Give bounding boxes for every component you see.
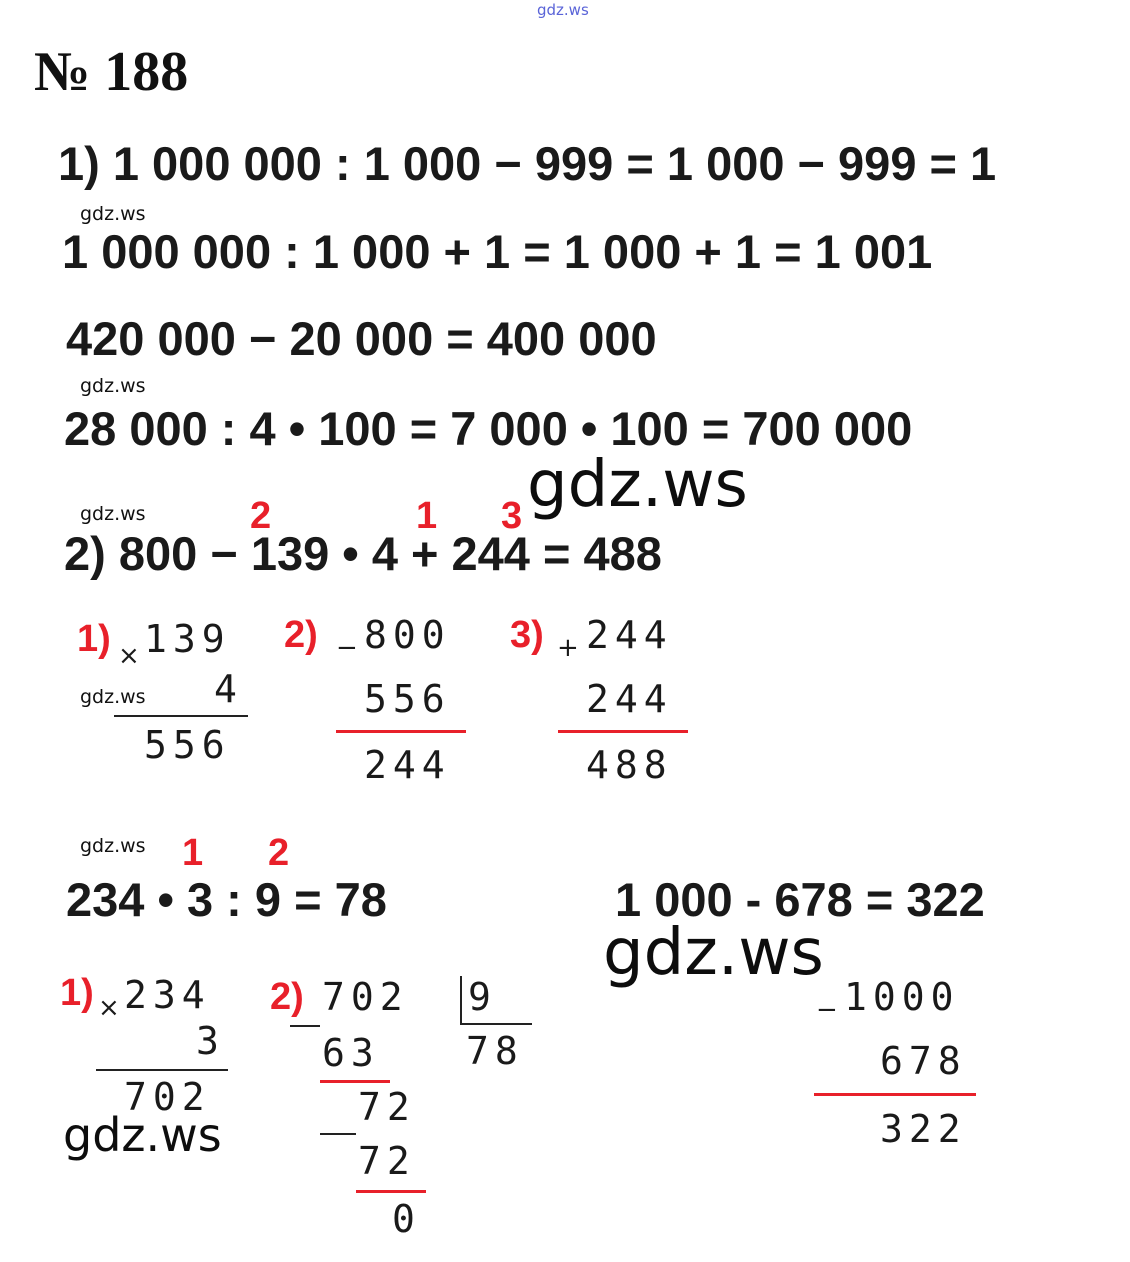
equation-part-3: 234 • 3 : 9 = 78 xyxy=(66,873,387,926)
column-bottom-number: 244 xyxy=(586,677,673,721)
multiply-sign: × xyxy=(118,641,140,671)
minus-sign: − xyxy=(336,633,358,663)
step-label: 1) xyxy=(60,972,94,1014)
watermark-medium: gdz.ws xyxy=(63,1108,222,1162)
division-line xyxy=(356,1190,426,1193)
column-result: 556 xyxy=(144,723,231,767)
order-mark: 2 xyxy=(250,495,272,537)
order-mark: 1 xyxy=(182,832,204,874)
column-line xyxy=(114,715,248,717)
column-bottom-number: 3 xyxy=(196,1019,225,1063)
equation-line-2: 1 000 000 : 1 000 + 1 = 1 000 + 1 = 1 001 xyxy=(62,225,933,278)
column-result: 488 xyxy=(586,743,673,787)
column-line xyxy=(336,730,466,733)
division-line xyxy=(320,1080,390,1083)
minus-sign xyxy=(320,1133,356,1135)
division-bracket xyxy=(460,976,462,1024)
division-remainder: 0 xyxy=(392,1197,421,1241)
division-quotient: 78 xyxy=(466,1029,524,1073)
watermark-small: gdz.ws xyxy=(80,375,146,397)
step-label: 2) xyxy=(284,614,318,656)
division-step: 72 xyxy=(358,1139,416,1183)
division-step: 63 xyxy=(322,1031,380,1075)
column-bottom-number: 556 xyxy=(364,677,451,721)
division-dividend: 702 xyxy=(322,975,409,1019)
step-label: 2) xyxy=(270,976,304,1018)
order-mark: 2 xyxy=(268,832,290,874)
column-bottom-number: 4 xyxy=(214,667,243,711)
watermark-small: gdz.ws xyxy=(80,203,146,225)
column-top-number: 244 xyxy=(586,613,673,657)
column-top-number: 1000 xyxy=(844,975,960,1019)
equation-line-1: 1) 1 000 000 : 1 000 − 999 = 1 000 − 999 = 1 xyxy=(58,137,997,190)
watermark-small: gdz.ws xyxy=(80,835,146,857)
column-result: 244 xyxy=(364,743,451,787)
column-result: 322 xyxy=(880,1107,967,1151)
column-bottom-number: 678 xyxy=(880,1039,967,1083)
division-bracket xyxy=(460,1023,532,1025)
column-line xyxy=(96,1069,228,1071)
watermark-small: gdz.ws xyxy=(80,686,146,708)
division-remainder: 72 xyxy=(358,1085,416,1129)
column-line xyxy=(558,730,688,733)
problem-number-title: № 188 xyxy=(34,41,189,103)
minus-sign: − xyxy=(816,995,838,1025)
column-result: 702 xyxy=(124,1075,211,1119)
watermark-large: gdz.ws xyxy=(527,448,748,522)
equation-part-2: 2) 800 − 139 • 4 + 244 = 488 xyxy=(64,527,662,580)
column-line xyxy=(814,1093,976,1096)
order-mark: 3 xyxy=(501,495,523,537)
column-top-number: 800 xyxy=(364,613,451,657)
watermark-large: gdz.ws xyxy=(603,916,824,990)
column-top-number: 234 xyxy=(124,973,211,1017)
step-label: 3) xyxy=(510,614,544,656)
step-label: 1) xyxy=(77,618,111,660)
site-url-header[interactable]: gdz.ws xyxy=(537,1,589,19)
division-divisor: 9 xyxy=(468,975,497,1019)
watermark-small: gdz.ws xyxy=(80,503,146,525)
minus-sign xyxy=(290,1025,320,1027)
equation-line-4: 28 000 : 4 • 100 = 7 000 • 100 = 700 000 xyxy=(64,402,913,455)
order-mark: 1 xyxy=(416,495,438,537)
column-top-number: 139 xyxy=(144,617,231,661)
equation-line-3: 420 000 − 20 000 = 400 000 xyxy=(66,312,657,365)
multiply-sign: × xyxy=(98,993,120,1023)
plus-sign: + xyxy=(557,633,579,663)
equation-part-4: 1 000 - 678 = 322 xyxy=(615,873,985,926)
